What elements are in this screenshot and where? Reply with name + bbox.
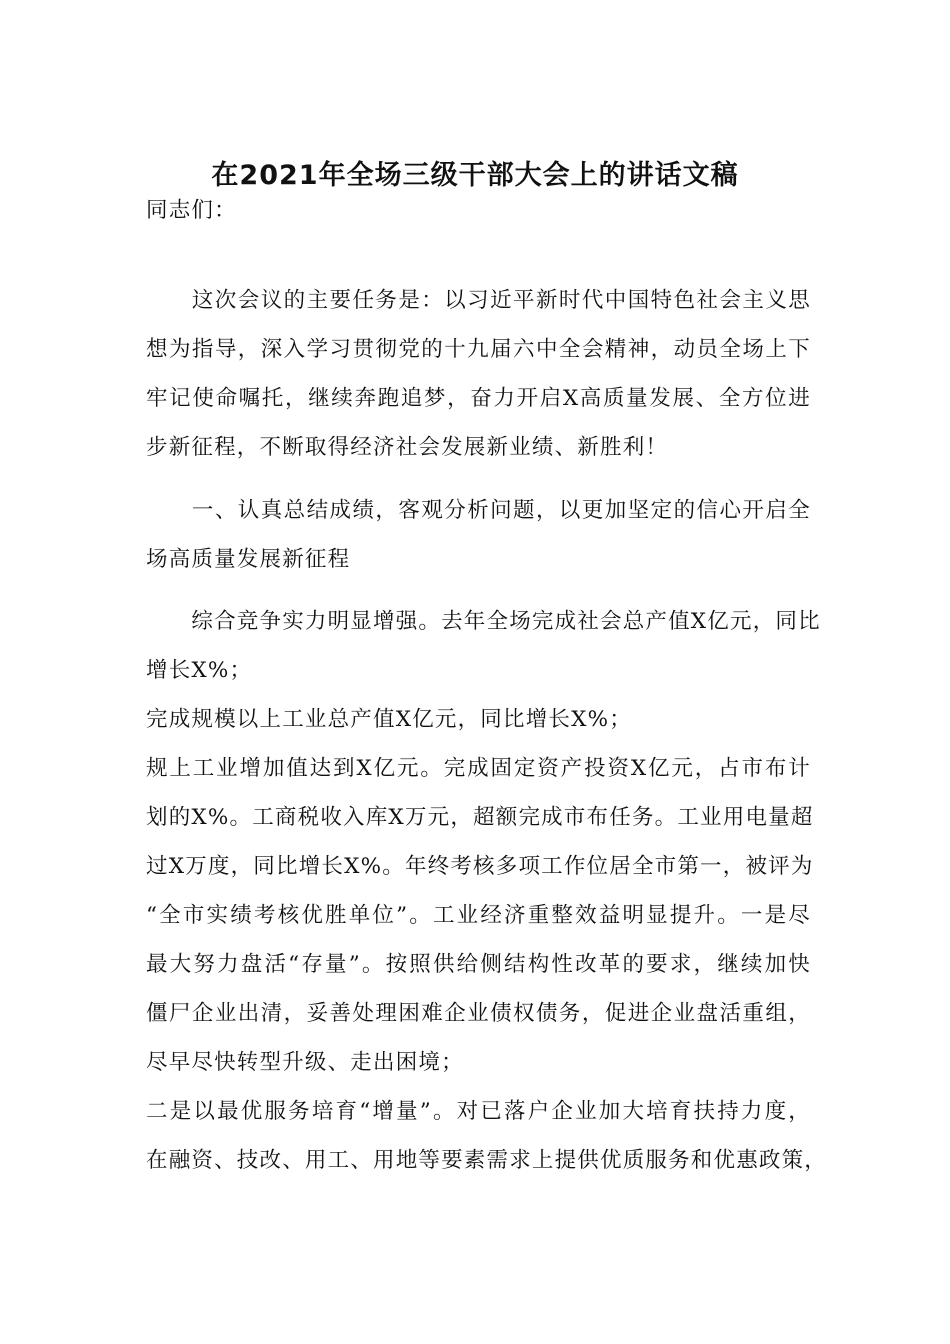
text-line: 这次会议的主要任务是：以习近平新时代中国特色社会主义思 bbox=[146, 288, 811, 313]
text-line: 步新征程，不断取得经济社会发展新业绩、新胜利！ bbox=[146, 435, 669, 460]
text-line: 划的X%。工商税收入库X万元，超额完成市布任务。工业用电量超 bbox=[146, 805, 814, 830]
greeting: 同志们： bbox=[146, 198, 237, 223]
paragraph-intro bbox=[146, 276, 811, 472]
text-line: 一、认真总结成绩，客观分析问题，以更加坚定的信心开启全 bbox=[146, 498, 811, 523]
text-line: 综合竞争实力明显增强。去年全场完成社会总产值X亿元，同比 bbox=[146, 609, 821, 634]
text-line: 二是以最优服务培育“增量”。对已落户企业加大培育扶持力度， bbox=[146, 1099, 811, 1124]
paragraph-achievements bbox=[146, 597, 821, 695]
paragraph-details bbox=[146, 695, 828, 1185]
text-line: 规上工业增加值达到X亿元。完成固定资产投资X亿元，占市布计 bbox=[146, 756, 811, 781]
text-line: 在融资、技改、用工、用地等要素需求上提供优质服务和优惠政策， bbox=[146, 1148, 828, 1173]
text-line: 最大努力盘活“存量”。按照供给侧结构性改革的要求，继续加快 bbox=[146, 952, 811, 977]
text-line: 场高质量发展新征程 bbox=[146, 547, 351, 572]
text-line: 想为指导，深入学习贯彻党的十九届六中全会精神，动员全场上下 bbox=[146, 337, 811, 362]
greeting-block bbox=[146, 186, 811, 235]
document-title: 在2021年全场三级干部大会上的讲话文稿 bbox=[211, 160, 739, 191]
text-line: “全市实绩考核优胜单位”。工业经济重整效益明显提升。一是尽 bbox=[146, 903, 811, 928]
text-line: 增长X%； bbox=[146, 658, 253, 683]
text-line: 牢记使命嘱托，继续奔跑追梦，奋力开启X高质量发展、全方位进 bbox=[146, 386, 811, 411]
text-line: 完成规模以上工业总产值X亿元，同比增长X%； bbox=[146, 707, 632, 732]
section-heading-1 bbox=[146, 486, 811, 584]
text-line: 尽早尽快转型升级、走出困境； bbox=[146, 1050, 464, 1075]
text-line: 过X万度，同比增长X%。年终考核多项工作位居全市第一，被评为 bbox=[146, 854, 814, 879]
text-line: 僵尸企业出清，妥善处理困难企业债权债务，促进企业盘活重组， bbox=[146, 1001, 811, 1026]
